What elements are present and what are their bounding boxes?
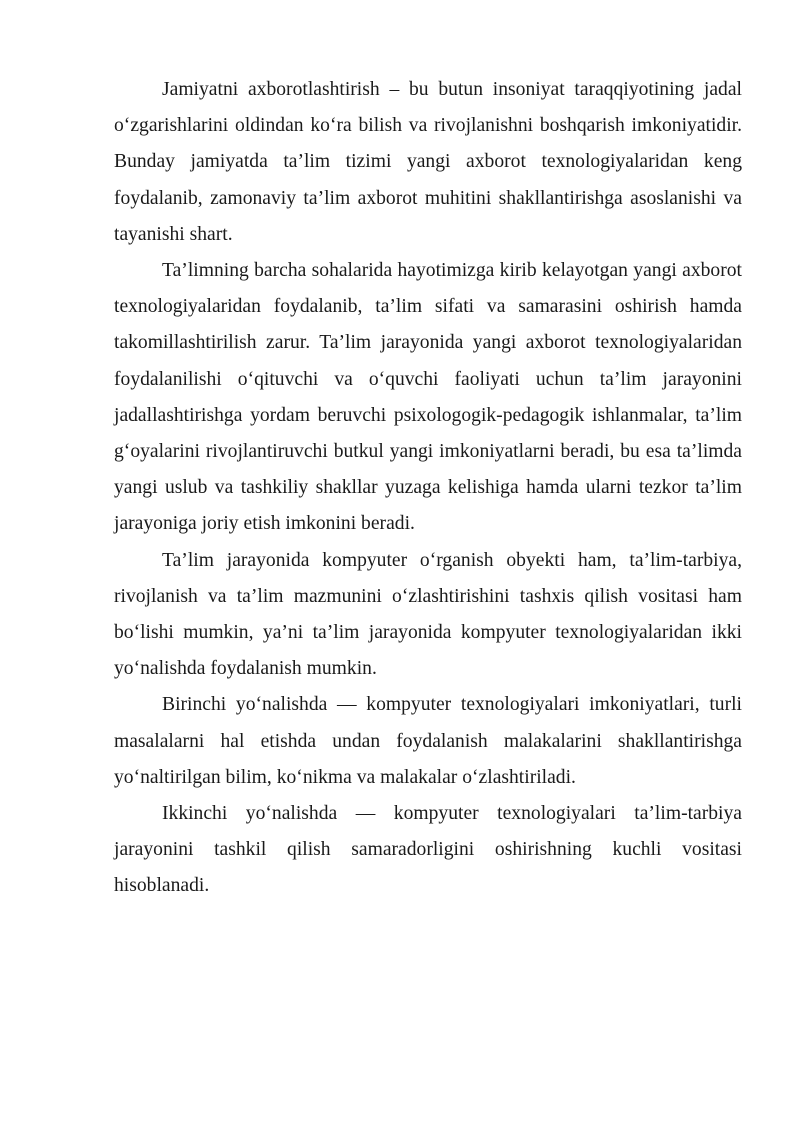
document-page — [114, 72, 742, 905]
paragraph-1: Jamiyatni axborotlashtirish – bu butun insoniyat taraqqiyotining jadal o‘zgarishlarini oldindan ko‘ra bilish va rivojlanishni boshqarish imkoniyatidir. Bunday jamiyatda ta’lim tizimi yangi axborot texnologiyalaridan keng foydalanib, zamonaviy ta’lim axborot muhitini shakllantirishga asoslanishi va tayanishi shart. — [114, 79, 742, 245]
paragraph-4: Birinchi yo‘nalishda — kompyuter texnologiyalari imkoniyatlari, turli masalalarni hal etishda undan foydalanish malakalarini shakllantirishga yo‘naltirilgan bilim, ko‘nikma va malakalar o‘zlashtiriladi. — [114, 694, 742, 788]
paragraph-2: Ta’limning barcha sohalarida hayotimizga kirib kelayotgan yangi axborot texnologiyalaridan foydalanib, ta’lim sifati va samarasini oshirish hamda takomillashtirilish zarur. Ta’lim jarayonida yangi axborot texnologiyalaridan foydalanilishi o‘qituvchi va o‘quvchi faoliyati uchun ta’lim jarayonini jadallashtirishga yordam beruvchi psixologogik-pedagogik ishlanmalar, ta’lim g‘oyalarini rivojlantiruvchi butkul yangi imkoniyatlarni beradi, bu esa ta’limda yangi uslub va tashkiliy shakllar yuzaga kelishiga hamda ularni tezkor ta’lim jarayoniga joriy etish imkonini beradi. — [114, 260, 742, 535]
paragraph-5: Ikkinchi yo‘nalishda — kompyuter texnologiyalari ta’lim-tarbiya jarayonini tashkil qilish samaradorligini oshirishning kuchli vositasi hisoblanadi. — [114, 803, 742, 897]
paragraph-3: Ta’lim jarayonida kompyuter o‘rganish obyekti ham, ta’lim-tarbiya, rivojlanish va ta’lim mazmunini o‘zlashtirishini tashxis qilish vositasi ham bo‘lishi mumkin, ya’ni ta’lim jarayonida kompyuter texnologiyalaridan ikki yo‘nalishda foydalanish mumkin. — [114, 549, 742, 680]
